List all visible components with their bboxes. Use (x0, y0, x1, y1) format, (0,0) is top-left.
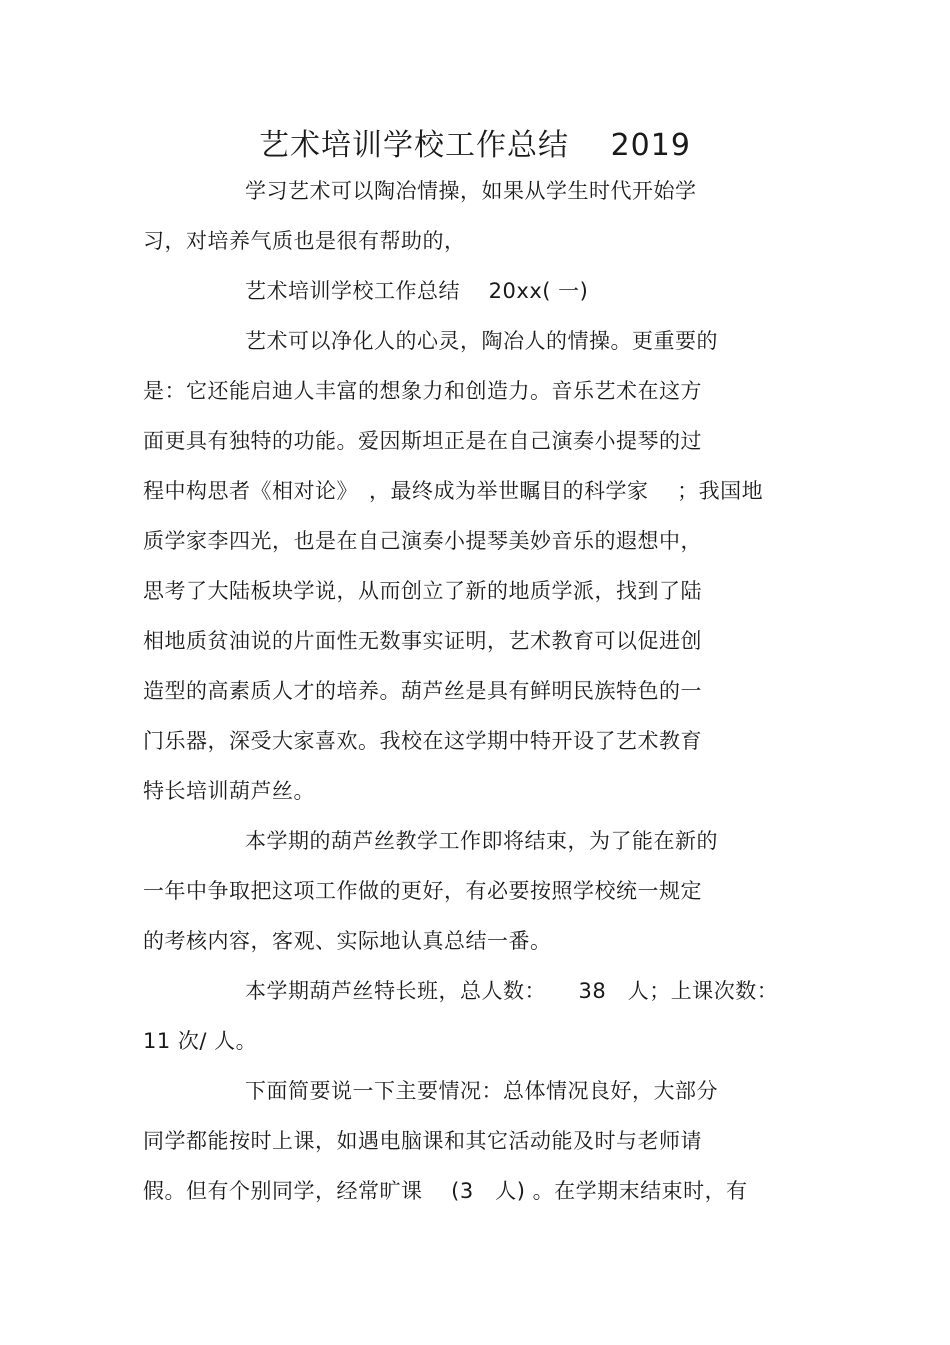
paragraph-line: 本学期葫芦丝特长班，总人数： 38 人；上课次数： (245, 979, 779, 1003)
paragraph-line: 质学家李四光，也是在自己演奏小提琴美妙音乐的遐想中， (143, 529, 702, 553)
paragraph-line: 一年中争取把这项工作做的更好，有必要按照学校统一规定 (143, 879, 702, 903)
paragraph-line: 同学都能按时上课，如遇电脑课和其它活动能及时与老师请 (143, 1129, 702, 1153)
paragraph-line: 面更具有独特的功能。爱因斯坦正是在自己演奏小提琴的过 (143, 429, 702, 453)
paragraph-line: 习，对培养气质也是很有帮助的， (143, 229, 466, 253)
paragraph-line: 是：它还能启迪人丰富的想象力和创造力。音乐艺术在这方 (143, 379, 702, 403)
paragraph-line: 学习艺术可以陶冶情操，如果从学生时代开始学 (245, 179, 697, 203)
paragraph-line: 本学期的葫芦丝教学工作即将结束，为了能在新的 (245, 829, 718, 853)
paragraph-line: 相地质贫油说的片面性无数事实证明，艺术教育可以促进创 (143, 629, 702, 653)
paragraph-line: 艺术可以净化人的心灵，陶冶人的情操。更重要的 (245, 329, 718, 353)
paragraph-line: 假。但有个别同学，经常旷课 (3 人) 。在学期末结束时，有 (143, 1179, 748, 1203)
paragraph-line: 造型的高素质人才的培养。葫芦丝是具有鲜明民族特色的一 (143, 679, 702, 703)
paragraph-line: 特长培训葫芦丝。 (143, 779, 315, 803)
document-title: 艺术培训学校工作总结 2019 (259, 128, 691, 163)
paragraph-line: 思考了大陆板块学说，从而创立了新的地质学派，找到了陆 (143, 579, 702, 603)
paragraph-line: 的考核内容，客观、实际地认真总结一番。 (143, 929, 552, 953)
section-heading: 艺术培训学校工作总结 20xx( 一) (245, 279, 589, 303)
paragraph-line: 门乐器，深受大家喜欢。我校在这学期中特开设了艺术教育 (143, 729, 702, 753)
paragraph-line: 11 次/ 人。 (143, 1029, 258, 1053)
paragraph-line: 下面简要说一下主要情况：总体情况良好，大部分 (245, 1079, 718, 1103)
paragraph-line: 程中构思者《相对论》 ，最终成为举世瞩目的科学家 ；我国地 (143, 479, 764, 503)
